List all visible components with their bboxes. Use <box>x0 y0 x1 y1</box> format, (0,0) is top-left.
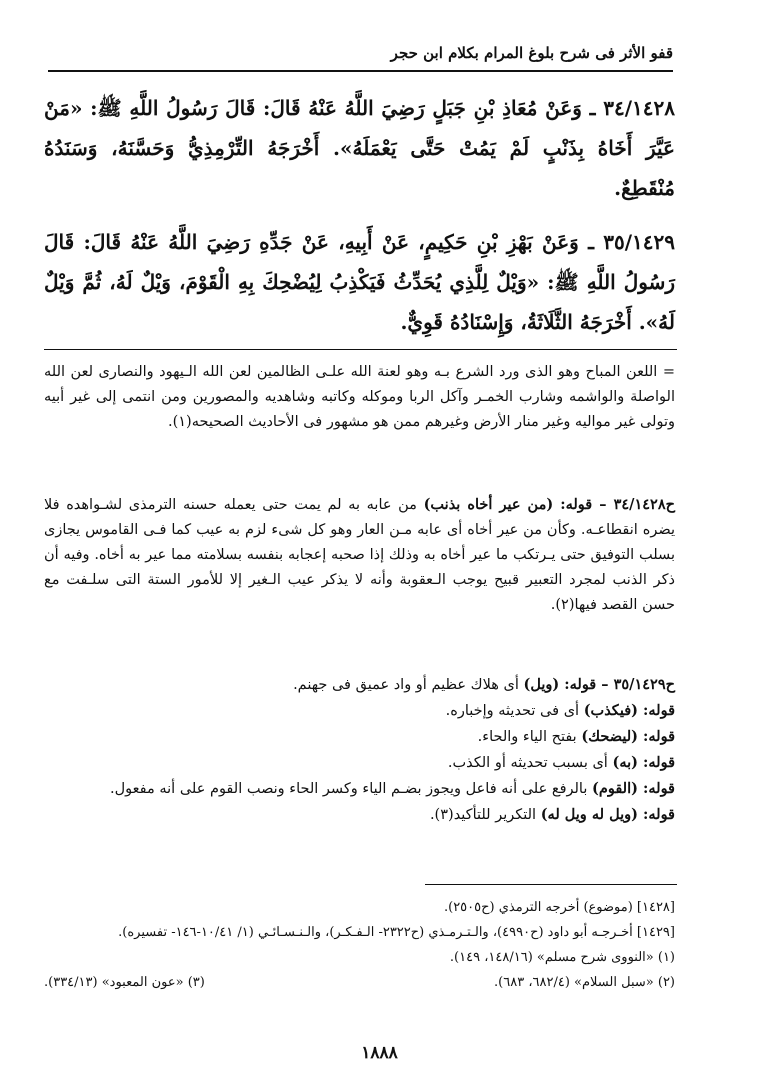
footnote-takhrij-1428: [١٤٢٨] (موضوع) أخرجه الترمذي (ح٢٥٠٥). <box>443 900 675 915</box>
footnote-3: (٣) «عون المعبود» (٣٣٤/١٣). <box>44 975 205 990</box>
item-label: قوله: (فيكذب) <box>583 702 675 719</box>
commentary-item <box>44 802 675 828</box>
footnote-takhrij-1429: [١٤٢٩] أخـرجـه أبو داود (ح٤٩٩٠)، والـتـرمـذي (ح٢٣٢٢- الـفـكـر)، والـنـسـائـي (١/ ١٠/٤١-١٤٦- تفسيره). <box>118 925 675 940</box>
page-number: ١٨٨٨ <box>361 1043 398 1063</box>
separator-rule <box>44 349 677 350</box>
commentary-lan: = اللعن المباح وهو الذى ورد الشرع بـه وهو لعنة الله علـى الظالمين لعن الله الـيهود والنصارى لعن الله الواصلة والواشمه وشارب الخمـر وآكل الربا وموكله وكاتبه وشاهديه والمصورين ومن انتمى إلى غير أبيه وتولى غير مواليه وغير منار الأرض وغيرهم ممن هو مشهور فى الأحاديث الصحيحه(١). <box>44 364 675 430</box>
item-label: قوله: (به) <box>612 754 675 771</box>
item-text: أى فى تحديثه وإخباره. <box>445 703 580 719</box>
commentary-item <box>44 750 675 776</box>
item-text: التكرير للتأكيد(٣). <box>429 807 537 823</box>
item-text: أى بسبب تحديثه أو الكذب. <box>447 755 608 771</box>
footnote-1: (١) «النووى شرح مسلم» (١٤٨/١٦، ١٤٩). <box>449 950 675 965</box>
footnote-rule <box>425 884 677 885</box>
commentary-line <box>44 672 675 698</box>
item-text: بالرفع على أنه فاعل ويجوز بضـم الياء وكسر الحاء ونصب القوم على أنه مفعول. <box>110 781 588 797</box>
footnotes <box>44 895 675 995</box>
commentary-item <box>44 698 675 724</box>
commentary-item <box>44 776 675 802</box>
hadith-1429: ٣٥/١٤٢٩ ـ وَعَنْ بَهْزِ بْنِ حَكِيمٍ، عَنْ أَبِيهِ، عَنْ جَدِّهِ رَضِيَ اللَّهُ عَنْهُ قَالَ: قَالَ رَسُولُ اللَّهِ ﷺ: «وَيْلٌ لِلَّذِي يُحَدِّثُ فَيَكْذِبُ لِيُضْحِكَ بِهِ الْقَوْمَ، وَيْلٌ لَهُ، ثُمَّ وَيْلٌ لَهُ». أَخْرَجَهُ الثَّلَاثَةُ، وَإِسْنَادُهُ قَوِيٌّ. <box>44 230 675 334</box>
commentary-ref: ح٣٤/١٤٢٨ – قوله: (من عير أخاه بذنب) <box>423 496 675 513</box>
commentary-1429 <box>44 672 675 828</box>
footnote-2: (٢) «سبل السلام» (٦٨٢/٤، ٦٨٣). <box>494 975 675 990</box>
footnote-row <box>44 970 675 995</box>
commentary-item <box>44 724 675 750</box>
item-label: قوله: (ويل له ويل له) <box>540 806 675 823</box>
commentary-1428 <box>44 492 675 618</box>
commentary-text: أى هلاك عظيم أو واد عميق فى جهنم. <box>293 677 519 693</box>
hadith-1428: ٣٤/١٤٢٨ ـ وَعَنْ مُعَاذِ بْنِ جَبَلٍ رَضِيَ اللَّهُ عَنْهُ قَالَ: قَالَ رَسُولُ اللَّهِ ﷺ: «مَنْ عَيَّرَ أَخَاهُ بِذَنْبٍ لَمْ يَمُتْ حَتَّى يَعْمَلَهُ». أَخْرَجَهُ التِّرْمِذِيُّ وَحَسَّنَهُ، وَسَنَدُهُ مُنْقَطِعٌ. <box>44 96 675 200</box>
commentary-text: من عابه به لم يمت حتى يعمله حسنه الترمذى لشـواهده فلا يضره انقطاعـه. وكأن من عير أخاه أى عابه مـن العار وهو كل شىء لزم به عيب كما فـى القاموس يجازى بسلب التوفيق حتى يـرتكب ما عير أخاه به وذلك إذا صحبه إعجابه بنفسه بسلامته مما عير به أخاه. وفيه أن ذكر الذنب لمجرد التعبير قبيح يوجب الـعقوبة وأنه لا يذكر عيب الـغير إلا للأمور الستة التى سلـفت مع حسن القصد فيها(٢). <box>44 497 675 613</box>
item-label: قوله: (ليضحك) <box>581 728 675 745</box>
running-header: قفو الأثر فى شرح بلوغ المرام بكلام ابن حجر <box>48 44 673 72</box>
item-label: قوله: (القوم) <box>592 780 675 797</box>
commentary-ref: ح٣٥/١٤٢٩ – قوله: (ويل) <box>523 676 675 693</box>
item-text: بفتح الياء والحاء. <box>477 729 577 745</box>
